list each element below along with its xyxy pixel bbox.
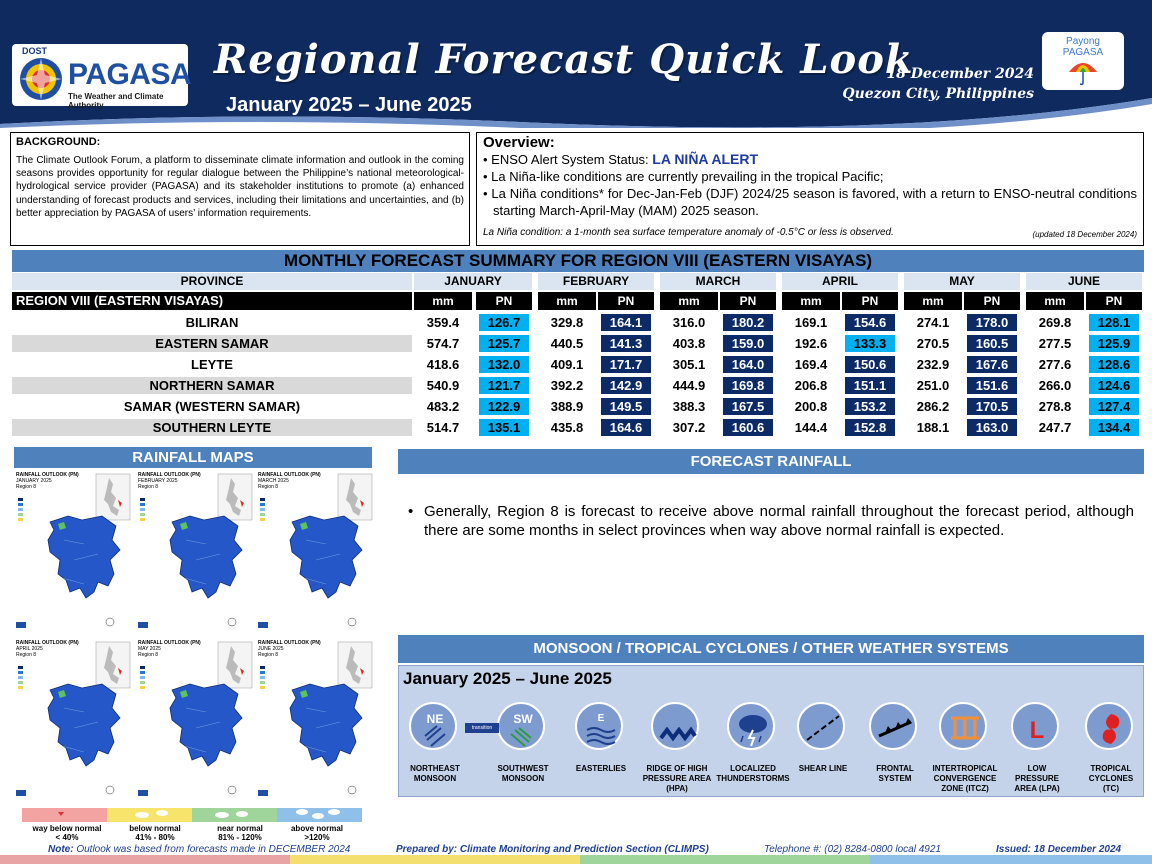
shear-line-icon — [797, 702, 845, 750]
footer-note — [48, 844, 350, 855]
mm-value: 277.5 — [1038, 336, 1072, 351]
province-name: SOUTHERN LEYTE — [152, 420, 272, 435]
mm-value: 251.0 — [916, 378, 950, 393]
pn-header: PN — [1086, 292, 1142, 310]
pn-value: 150.6 — [845, 356, 895, 373]
province-name: NORTHERN SAMAR — [149, 378, 275, 393]
month-header: MARCH — [660, 273, 776, 290]
forecast-rainfall-body: Generally, Region 8 is forecast to receive above normal rainfall throughout the forecast period, although there are some months in select provinces when way above normal rainfall is expected. — [424, 503, 1134, 539]
itcz-icon-glyph — [941, 704, 989, 752]
weather-system-label — [996, 764, 1078, 794]
pn-value: 151.6 — [967, 377, 1017, 394]
mm-value: 440.5 — [550, 336, 584, 351]
footer-telephone: Telephone #: (02) 8284-0800 local 4921 — [764, 844, 941, 855]
overview-item: • La Niña-like conditions are currently prevailing in the tropical Pacific; — [483, 169, 884, 184]
low-pressure-area-icon — [1011, 702, 1059, 750]
rainfall-map-icon — [14, 470, 132, 640]
weather-system-label — [636, 764, 718, 794]
pn-value: 132.0 — [479, 356, 529, 373]
legend-below-normal — [110, 824, 200, 842]
map-panel-title: RAINFALL OUTLOOK (PN) — [258, 472, 321, 478]
background-text: The Climate Outlook Forum, a platform to disseminate climate information and outlook in the coming seasons provides opportunity for regular dialogue between the Philippine’s national meteorological-hydrological service provider (PAGASA) and its stakeholder institutions to promote (a) enhanced understanding of forecast products and services, including their limitations and uncertainties, and (b) better appreciation by PAGASA of users’ information requirements. — [16, 155, 464, 219]
pn-value: 128.6 — [1089, 356, 1139, 373]
mm-value: 266.0 — [1038, 378, 1072, 393]
forecast-rainfall-text — [408, 502, 1134, 540]
pn-header: PN — [476, 292, 532, 310]
weather-system-label-line: TROPICAL — [1090, 764, 1132, 773]
thunderstorm-icon-glyph — [729, 704, 777, 752]
map-panel-region: Region 8 — [16, 652, 37, 658]
mm-value: 247.7 — [1038, 420, 1072, 435]
dost-label: DOST — [22, 46, 48, 56]
mm-value: 206.8 — [794, 378, 828, 393]
ridge-high-pressure-icon — [651, 702, 699, 750]
legend-above-normal — [272, 824, 362, 842]
legend-label: way below normal — [32, 824, 102, 833]
mm-value: 169.1 — [794, 315, 828, 330]
pn-value: 124.6 — [1089, 377, 1139, 394]
weather-system-label-line: (TC) — [1103, 784, 1119, 793]
pagasa-logo — [12, 44, 192, 110]
transition-arrow: transition — [465, 723, 499, 733]
pn-value: 171.7 — [601, 356, 651, 373]
pn-value: 163.0 — [967, 419, 1017, 436]
footer-note-label: Note: — [48, 844, 74, 855]
la-nina-definition-note: La Niña condition: a 1-month sea surface temperature anomaly of -0.5°C or less is observed. — [483, 227, 894, 238]
mm-value: 418.6 — [426, 357, 460, 372]
mm-value: 169.4 — [794, 357, 828, 372]
month-header: MAY — [904, 273, 1020, 290]
mm-value: 277.6 — [1038, 357, 1072, 372]
mm-header: mm — [414, 292, 472, 310]
pn-value: 169.8 — [723, 377, 773, 394]
weather-system-label-line: SYSTEM — [878, 774, 912, 783]
map-panel-region: Region 8 — [138, 652, 159, 658]
forecast-rainfall-title: FORECAST RAINFALL — [398, 449, 1144, 474]
header — [0, 0, 1152, 128]
month-header: APRIL — [782, 273, 898, 290]
mm-value: 574.7 — [426, 336, 460, 351]
pn-header: PN — [598, 292, 654, 310]
easterlies-icon-glyph — [577, 704, 625, 752]
pn-value: 142.9 — [601, 377, 651, 394]
svg-text:L: L — [1029, 717, 1045, 744]
mm-value: 444.9 — [672, 378, 706, 393]
pn-value: 153.2 — [845, 398, 895, 415]
weather-system-label-line: THUNDERSTORMS — [716, 774, 790, 783]
legend-range: 41% - 80% — [135, 833, 175, 842]
rainfall-map-icon — [256, 470, 374, 640]
enso-status-line — [483, 151, 1137, 168]
map-panel-region: Region 8 — [258, 484, 279, 490]
pn-value: 164.0 — [723, 356, 773, 373]
updated-note: (updated 18 December 2024) — [1032, 230, 1137, 239]
footer-issued: Issued: 18 December 2024 — [996, 844, 1122, 855]
rainfall-map-icon — [136, 470, 254, 640]
weather-system-label-line: (HPA) — [666, 784, 688, 793]
pn-value: 128.1 — [1089, 314, 1139, 331]
thunderstorm-icon — [727, 702, 775, 750]
frontal-system-icon — [869, 702, 917, 750]
pn-value: 151.1 — [845, 377, 895, 394]
payong-line1: Payong — [1066, 36, 1100, 47]
pn-value: 167.6 — [967, 356, 1017, 373]
weather-system-label — [482, 764, 564, 784]
mm-value: 392.2 — [550, 378, 584, 393]
payong-line2: PAGASA — [1062, 47, 1104, 58]
legend-range: 81% - 120% — [218, 833, 262, 842]
weather-system-label — [560, 764, 642, 774]
logo-tagline: The Weather and Climate Authority — [68, 92, 164, 110]
footer-note-text: Outlook was based from forecasts made in DECEMBER 2024 — [76, 844, 351, 855]
mm-header: mm — [904, 292, 962, 310]
map-panel-month: MAY 2025 — [138, 646, 161, 652]
map-panel-title: RAINFALL OUTLOOK (PN) — [138, 640, 201, 646]
legend-label: above normal — [290, 824, 343, 833]
map-panel-month: MARCH 2025 — [258, 478, 289, 484]
pn-value: 180.2 — [723, 314, 773, 331]
mm-value: 200.8 — [794, 399, 828, 414]
pn-value: 127.4 — [1089, 398, 1139, 415]
map-panel-title: RAINFALL OUTLOOK (PN) — [138, 472, 201, 478]
mm-header: mm — [1026, 292, 1084, 310]
pn-value: 135.1 — [479, 419, 529, 436]
pn-value: 125.7 — [479, 335, 529, 352]
period-title: January 2025 – June 2025 — [226, 94, 472, 116]
pn-header: PN — [720, 292, 776, 310]
weather-system-label-line: PRESSURE — [1014, 774, 1059, 783]
shear-line-icon-glyph — [799, 704, 847, 752]
pn-value: 170.5 — [967, 398, 1017, 415]
weather-system-label-line: LOW — [1027, 764, 1047, 773]
rainfall-map-panel — [256, 470, 374, 640]
weather-system-label-line: MONSOON — [413, 774, 457, 783]
weather-system-label-line: SHEAR LINE — [798, 764, 848, 773]
mm-value: 307.2 — [672, 420, 706, 435]
svg-text:SW: SW — [513, 712, 533, 726]
mm-value: 286.2 — [916, 399, 950, 414]
overview-heading: Overview: — [483, 134, 555, 151]
bullet: • — [408, 503, 414, 520]
logo-name: PAGASA — [68, 58, 192, 91]
map-panel-region: Region 8 — [138, 484, 159, 490]
background-box — [10, 132, 470, 246]
mm-value: 144.4 — [794, 420, 828, 435]
southwest-monsoon-icon-glyph — [499, 704, 547, 752]
rainfall-map-panel — [136, 638, 254, 808]
map-panel-month: JANUARY 2025 — [16, 478, 52, 484]
legend-label: near normal — [217, 824, 263, 833]
weather-system-label — [394, 764, 476, 784]
rainfall-map-panel — [136, 470, 254, 640]
pn-value: 125.9 — [1089, 335, 1139, 352]
footer-prepared: Prepared by: Climate Monitoring and Prediction Section (CLIMPS) — [396, 844, 709, 855]
weather-systems-panel — [398, 665, 1144, 797]
legend-range: >120% — [304, 833, 330, 842]
weather-system-label-line: FRONTAL — [876, 764, 914, 773]
province-header: PROVINCE — [12, 273, 412, 290]
page-title: Regional Forecast Quick Look — [214, 36, 914, 83]
map-panel-title: RAINFALL OUTLOOK (PN) — [16, 640, 79, 646]
footer-color-bar — [0, 855, 1152, 864]
northeast-monsoon-icon — [409, 702, 457, 750]
pn-value: 133.3 — [845, 335, 895, 352]
mm-value: 232.9 — [916, 357, 950, 372]
weather-system-label-line: SOUTHWEST — [497, 764, 549, 773]
rainfall-legend-bar — [22, 806, 362, 824]
umbrella-icon — [1068, 60, 1098, 86]
easterlies-icon — [575, 702, 623, 750]
weather-system-label — [782, 764, 864, 774]
weather-system-label-line: RIDGE OF HIGH — [646, 764, 708, 773]
rainfall-map-panel — [14, 638, 132, 808]
overview-item: • La Niña conditions* for Dec-Jan-Feb (DJF) 2024/25 season is favored, with a return to ENSO-neutral conditions starting March-April-May (MAM) 2025 season. — [483, 186, 1137, 218]
rainfall-map-panel — [14, 470, 132, 640]
mm-value: 316.0 — [672, 315, 706, 330]
weather-system-label-line: PRESSURE AREA — [642, 774, 712, 783]
legend-way-below-normal — [22, 824, 112, 842]
weather-system-label-line: INTERTROPICAL — [932, 764, 998, 773]
pn-value: 160.5 — [967, 335, 1017, 352]
month-header: JUNE — [1026, 273, 1142, 290]
weather-system-label-line: MONSOON — [501, 774, 545, 783]
mm-value: 359.4 — [426, 315, 460, 330]
map-panel-region: Region 8 — [16, 484, 37, 490]
payong-pagasa-logo — [1042, 32, 1124, 90]
pn-value: 164.6 — [601, 419, 651, 436]
itcz-icon — [939, 702, 987, 750]
tropical-cyclone-icon — [1085, 702, 1133, 750]
pn-value: 160.6 — [723, 419, 773, 436]
pn-value: 164.1 — [601, 314, 651, 331]
ridge-high-pressure-icon-glyph — [653, 704, 701, 752]
weather-system-label-line: EASTERLIES — [575, 764, 627, 773]
pn-value: 149.5 — [601, 398, 651, 415]
enso-status-value: LA NIÑA ALERT — [652, 151, 759, 167]
mm-value: 188.1 — [916, 420, 950, 435]
province-name: LEYTE — [191, 357, 233, 372]
low-pressure-area-icon-glyph — [1013, 704, 1061, 752]
mm-value: 435.8 — [550, 420, 584, 435]
rainfall-map-icon — [136, 638, 254, 808]
weather-system-label-line: CYCLONES — [1088, 774, 1134, 783]
map-panel-title: RAINFALL OUTLOOK (PN) — [258, 640, 321, 646]
mm-header: mm — [660, 292, 718, 310]
mm-value: 388.3 — [672, 399, 706, 414]
issue-place: Quezon City, Philippines — [842, 86, 1034, 102]
pn-value: 178.0 — [967, 314, 1017, 331]
rainfall-map-panel — [256, 638, 374, 808]
tropical-cyclone-icon-glyph — [1087, 704, 1135, 752]
mm-value: 514.7 — [426, 420, 460, 435]
rainfall-map-icon — [14, 638, 132, 808]
table-title: MONTHLY FORECAST SUMMARY FOR REGION VIII (EASTERN VISAYAS) — [12, 250, 1144, 272]
map-panel-title: RAINFALL OUTLOOK (PN) — [16, 472, 79, 478]
background-heading: BACKGROUND: — [16, 136, 101, 148]
month-header: FEBRUARY — [538, 273, 654, 290]
weather-system-label-line: LOCALIZED — [730, 764, 776, 773]
mm-header: mm — [782, 292, 840, 310]
pagasa-emblem-icon — [18, 56, 64, 102]
rainfall-maps-title: RAINFALL MAPS — [14, 447, 372, 468]
mm-value: 483.2 — [426, 399, 460, 414]
pn-value: 152.8 — [845, 419, 895, 436]
weather-system-label — [924, 764, 1006, 794]
pn-value: 126.7 — [479, 314, 529, 331]
province-name: EASTERN SAMAR — [155, 336, 269, 351]
mm-value: 329.8 — [550, 315, 584, 330]
mm-value: 274.1 — [916, 315, 950, 330]
legend-label: below normal — [129, 824, 181, 833]
pn-header: PN — [964, 292, 1020, 310]
weather-systems-title: MONSOON / TROPICAL CYCLONES / OTHER WEATHER SYSTEMS — [398, 635, 1144, 663]
weather-system-label-line: CONVERGENCE — [933, 774, 997, 783]
pn-header: PN — [842, 292, 898, 310]
mm-header: mm — [538, 292, 596, 310]
mm-value: 278.8 — [1038, 399, 1072, 414]
map-panel-month: APRIL 2025 — [16, 646, 43, 652]
map-panel-region: Region 8 — [258, 652, 279, 658]
rainfall-map-icon — [256, 638, 374, 808]
region-label: REGION VIII (EASTERN VISAYAS) — [12, 292, 412, 310]
weather-system-label-line: NORTHEAST — [410, 764, 460, 773]
issue-date: 18 December 2024 — [886, 66, 1034, 82]
frontal-system-icon-glyph — [871, 704, 919, 752]
overview-box — [476, 132, 1144, 246]
month-header: JANUARY — [414, 273, 532, 290]
svg-text:E: E — [597, 713, 605, 724]
southwest-monsoon-icon — [497, 702, 545, 750]
mm-value: 388.9 — [550, 399, 584, 414]
pn-value: 121.7 — [479, 377, 529, 394]
weather-system-label — [1070, 764, 1152, 794]
mm-value: 403.8 — [672, 336, 706, 351]
svg-text:NE: NE — [426, 712, 444, 726]
pn-value: 141.3 — [601, 335, 651, 352]
mm-value: 269.8 — [1038, 315, 1072, 330]
mm-value: 305.1 — [672, 357, 706, 372]
pn-value: 159.0 — [723, 335, 773, 352]
province-name: BILIRAN — [185, 315, 239, 330]
map-panel-month: JUNE 2025 — [258, 646, 284, 652]
mm-value: 270.5 — [916, 336, 950, 351]
mm-value: 409.1 — [550, 357, 584, 372]
mm-value: 540.9 — [426, 378, 460, 393]
weather-system-label-line: ZONE (ITCZ) — [941, 784, 989, 793]
pn-value: 122.9 — [479, 398, 529, 415]
mm-value: 192.6 — [794, 336, 828, 351]
enso-status-prefix: • ENSO Alert System Status: — [483, 152, 653, 167]
legend-range: < 40% — [55, 833, 79, 842]
map-panel-month: FEBRUARY 2025 — [138, 478, 178, 484]
pn-value: 154.6 — [845, 314, 895, 331]
weather-system-label-line: AREA (LPA) — [1014, 784, 1060, 793]
weather-systems-period: January 2025 – June 2025 — [403, 669, 612, 688]
pn-value: 134.4 — [1089, 419, 1139, 436]
pn-value: 167.5 — [723, 398, 773, 415]
province-name: SAMAR (WESTERN SAMAR) — [123, 399, 301, 414]
northeast-monsoon-icon-glyph — [411, 704, 459, 752]
